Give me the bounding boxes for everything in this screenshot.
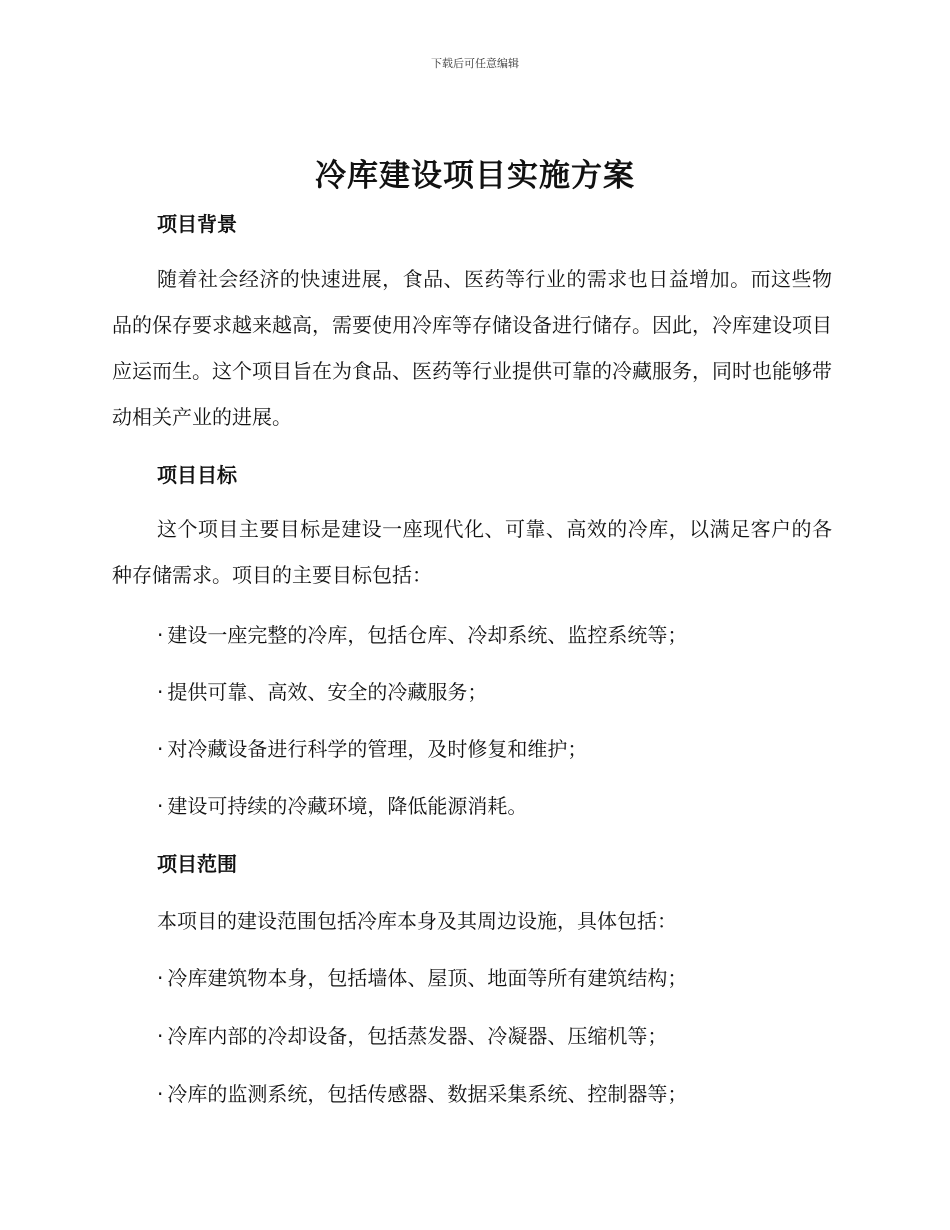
bullet-icon: · — [157, 737, 164, 761]
list-item: · 冷库建筑物本身，包括墙体、屋顶、地面等所有建筑结构； — [157, 966, 688, 990]
bullet-icon: · — [157, 1082, 164, 1106]
background-paragraph: 随着社会经济的快速进展，食品、医药等行业的需求也日益增加。而这些物品的保存要求越来越高，需要使用冷库等存储设备进行储存。因此，冷库建设项目应运而生。这个项目旨在为食品、医药等行业提供可靠的冷藏服务，同时也能够带动相关产业的进展。 — [112, 267, 832, 429]
section-heading-scope: 项目范围 — [157, 852, 237, 876]
section-heading-goals: 项目目标 — [157, 463, 237, 487]
bullet-icon: · — [157, 966, 164, 990]
bullet-icon: · — [157, 680, 164, 704]
list-item: · 提供可靠、高效、安全的冷藏服务； — [157, 680, 488, 704]
list-item: · 对冷藏设备进行科学的管理，及时修复和维护； — [157, 737, 588, 761]
bullet-icon: · — [157, 623, 164, 647]
list-item: · 建设一座完整的冷库，包括仓库、冷却系统、监控系统等； — [157, 623, 688, 647]
list-item: · 冷库内部的冷却设备，包括蒸发器、冷凝器、压缩机等； — [157, 1024, 668, 1048]
document-title: 冷库建设项目实施方案 — [315, 158, 635, 194]
section-heading-background: 项目背景 — [157, 212, 237, 236]
goals-paragraph: 这个项目主要目标是建设一座现代化、可靠、高效的冷库，以满足客户的各种存储需求。项目的主要目标包括： — [112, 517, 832, 587]
bullet-icon: · — [157, 1024, 164, 1048]
scope-paragraph: 本项目的建设范围包括冷库本身及其周边设施，具体包括： — [157, 909, 677, 933]
header-note: 下载后可任意编辑 — [431, 57, 519, 70]
bullet-icon: · — [157, 794, 164, 818]
list-item: · 冷库的监测系统，包括传感器、数据采集系统、控制器等； — [157, 1082, 688, 1106]
list-item: · 建设可持续的冷藏环境，降低能源消耗。 — [157, 794, 528, 818]
